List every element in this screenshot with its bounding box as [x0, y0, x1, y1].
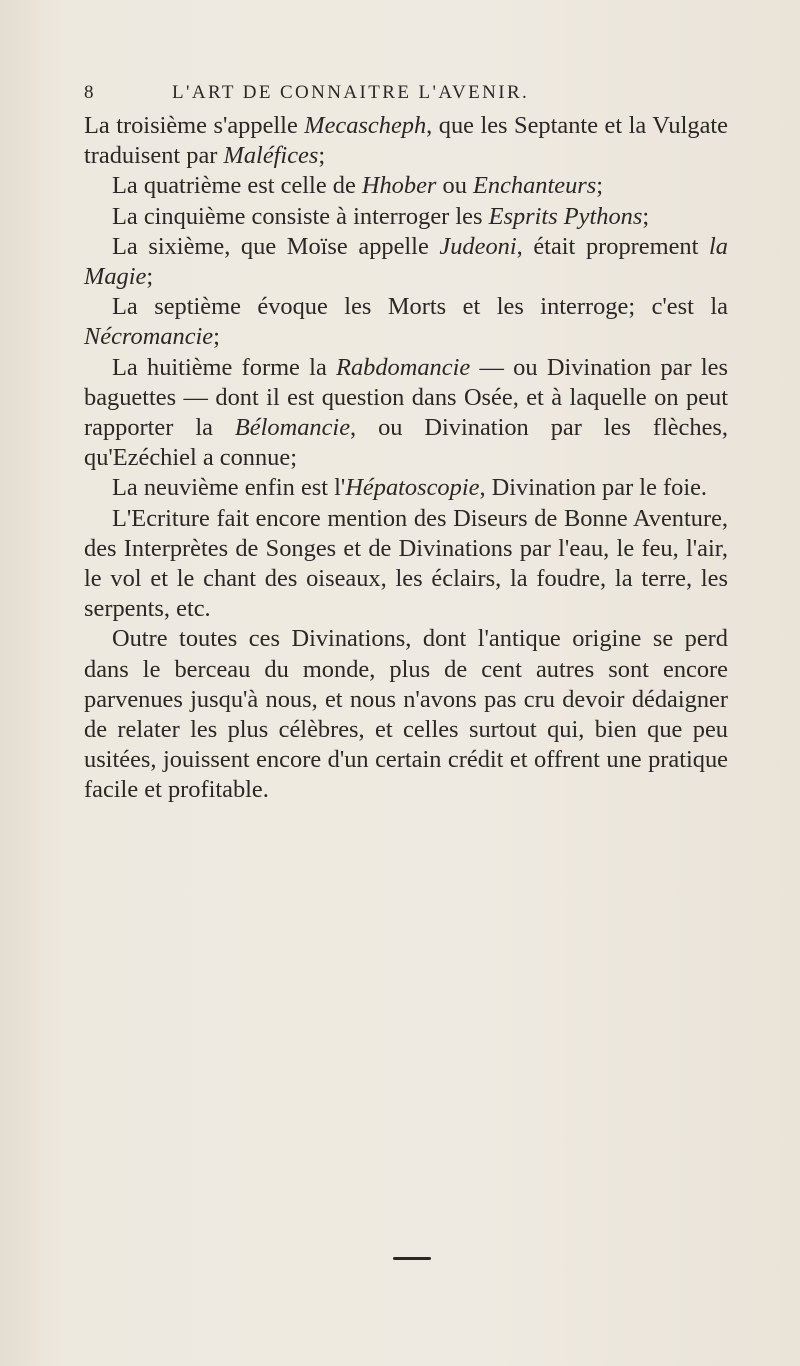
page-number: 8 [84, 82, 96, 103]
running-title: L'ART DE CONNAITRE L'AVENIR. [172, 82, 530, 103]
body-text [84, 111, 728, 806]
page-header [84, 82, 720, 108]
paragraph: La troisième s'appelle Mecascheph, que les Septante et la Vulgate traduisent par Maléfices; [84, 112, 728, 170]
paragraph: La neuvième enfin est l'Hépatoscopie, Divination par le foie. [112, 474, 708, 502]
paragraph: La huitième forme la Rabdomancie — ou Divination par les baguettes — dont il est question dans Osée, et à laquelle on peut rapporter la Bélomancie, ou Divination par les flèches, qu'Ezéchiel a connue; [84, 353, 728, 472]
paragraph: La sixième, que Moïse appelle Judeoni, était proprement la Magie; [84, 232, 728, 291]
paragraph: La septième évoque les Morts et les interroge; c'est la Nécromancie; [84, 293, 728, 351]
paragraph: La quatrième est celle de Hhober ou Enchanteurs; [112, 172, 604, 200]
paragraph: Outre toutes ces Divinations, dont l'antique origine se perd dans le berceau du monde, plus de cent autres sont encore parvenues jusqu'à nous, et nous n'avons pas cru devoir dédaigner de relater les plus célèbres, et celles surtout qui, bien que peu usitées, jouissent encore d'un certain crédit et offrent une pratique facile et profitable. [84, 625, 728, 804]
paragraph: L'Ecriture fait encore mention des Diseurs de Bonne Aventure, des Interprètes de Songes et de Divinations par l'eau, le feu, l'air, le vol et le chant des oiseaux, les éclairs, la foudre, la terre, les serpents, etc. [84, 504, 728, 623]
paragraph: La cinquième consiste à interroger les Esprits Pythons; [112, 202, 650, 230]
end-ornament-rule [393, 1257, 431, 1260]
